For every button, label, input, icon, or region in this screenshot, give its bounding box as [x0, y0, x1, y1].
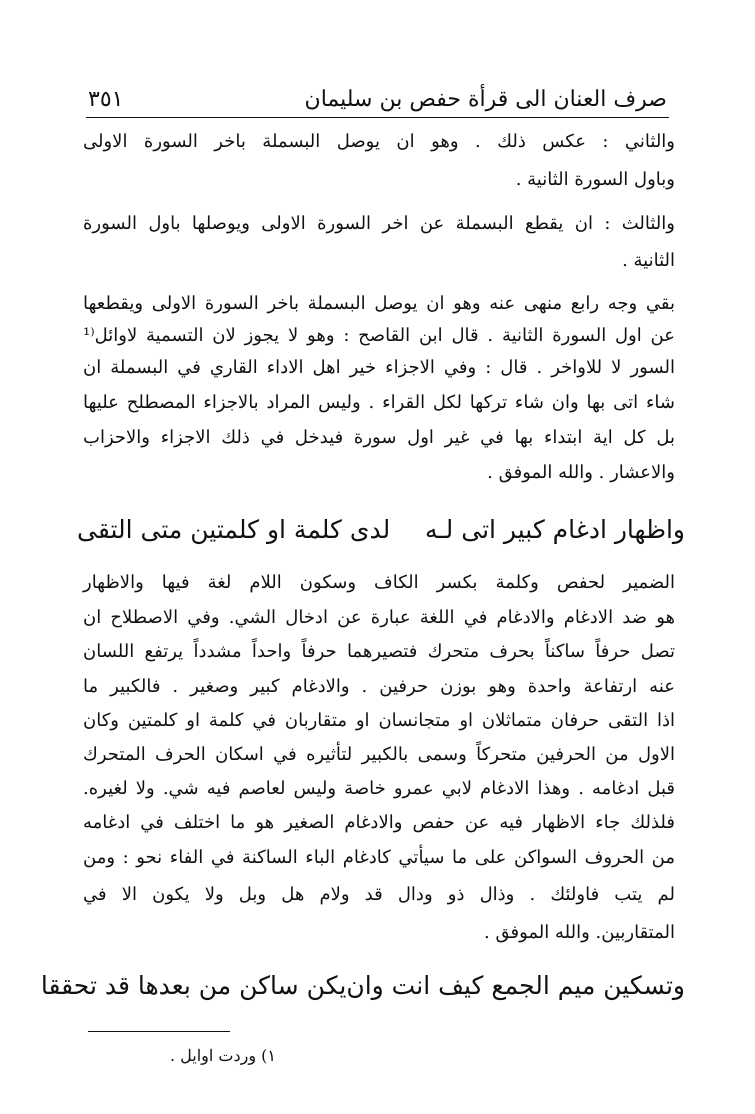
text-line: والثاني : عكس ذلك . وهو ان يوصل البسملة باخر السورة الاولى	[83, 131, 675, 152]
footnote: ١) وردت اوايل .	[169, 1046, 276, 1065]
text-line: قبل ادغامه . وهذا الادغام لابي عمرو خاصة وليس لعاصم فيه شي. ولا لغيره.	[83, 778, 675, 799]
page-header	[88, 68, 667, 112]
text-line: فلذلك جاء الاظهار فيه عن حفص والادغام الصغير هو ما اختلف في ادغامه	[83, 812, 675, 833]
verse-first-hemistich: وتسكين ميم الجمع كيف انت وان	[346, 971, 685, 1000]
text-line: بقي وجه رابع منهى عنه وهو ان يوصل البسملة باخر السورة الاولى ويقطعها	[83, 293, 675, 314]
text-line: لم يتب فاولئك . وذال ذو ودال قد ولام هل وبل ولا يكون الا في	[83, 884, 675, 905]
verse-first-hemistich: واظهار ادغام كبير اتى لـه	[424, 515, 685, 544]
verse-second-hemistich: يكن ساكن من بعدها قد تحققا	[40, 971, 347, 1000]
text-line: اذا التقى حرفان متماثلان او متجانسان او متقاربان في كلمة او كلمتين وكان	[83, 710, 675, 731]
text-line: تصل حرفاً ساكناً بحرف متحرك فتصيرهما حرفاً واحداً مشدداً يرتفع اللسان	[83, 641, 675, 662]
text-line: والاعشار . والله الموفق .	[487, 462, 675, 483]
footnote-divider	[88, 1031, 230, 1032]
running-title: صرف العنان الى قرأة حفص بن سليمان	[304, 87, 667, 112]
verse-second-hemistich: لدى كلمة او كلمتين متى التقى	[77, 515, 391, 544]
verse-line	[40, 966, 685, 1006]
text-line: والثالث : ان يقطع البسملة عن اخر السورة الاولى ويوصلها باول السورة	[83, 213, 675, 234]
text-line: الاول من الحرفين متحركاً وسمى بالكبير لتأثيره في اسكان الحرف المتحرك	[83, 744, 675, 765]
header-divider	[86, 117, 669, 118]
text-line: وباول السورة الثانية .	[515, 169, 675, 190]
verse-line	[77, 510, 685, 550]
text-line: عنه ارتفاعة واحدة وهو بوزن حرفين . والادغام كبير وصغير . فالكبير ما	[83, 676, 675, 697]
text-line: المتقاربين. والله الموفق .	[484, 922, 675, 943]
text-line: من الحروف السواكن على ما سيأتي كادغام الباء الساكنة في الفاء نحو : ومن	[83, 847, 675, 868]
text-line: السور لا للاواخر . قال : وفي الاجزاء خير اهل الاداء القاري في البسملة ان	[83, 357, 675, 378]
page-number: ٣٥١	[88, 87, 124, 112]
text-line: بل كل اية ابتداء بها في غير اول سورة فيدخل في ذلك الاجزاء والاحزاب	[83, 427, 675, 448]
text-line: الضمير لحفص وكلمة بكسر الكاف وسكون اللام لغة فيها والاظهار	[83, 572, 675, 593]
text-line: الثانية .	[622, 250, 675, 271]
text-line: هو ضد الادغام والادغام في اللغة عبارة عن ادخال الشي. وفي الاصطلاح ان	[83, 607, 675, 628]
text-line: شاء اتى بها وان شاء تركها لكل القراء . وليس المراد بالاجزاء المصطلح عليها	[83, 392, 675, 413]
text-line: عن اول السورة الثانية . قال ابن القاصح : وهو لا يجوز لان التسمية لاوائل⁽¹	[83, 325, 675, 346]
